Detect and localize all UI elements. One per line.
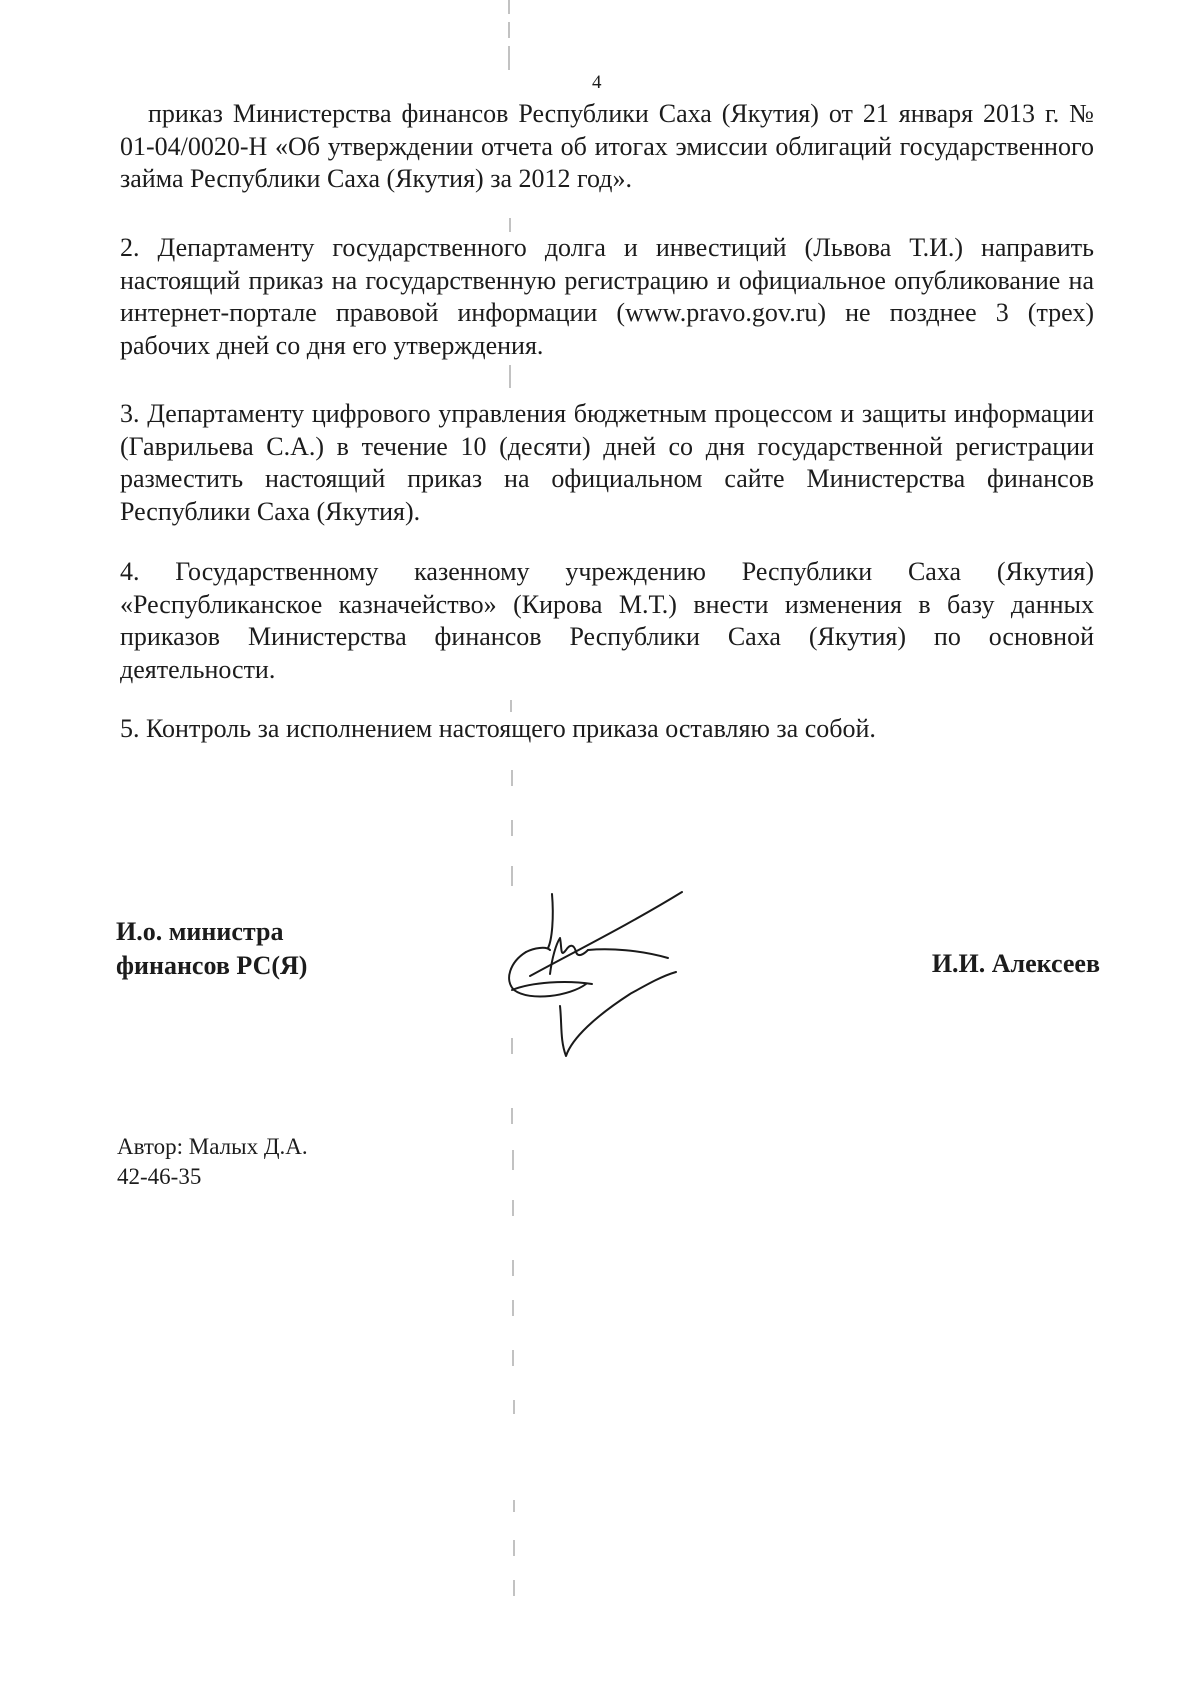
handwritten-signature: [500, 888, 700, 1064]
paragraph-continuation: приказ Министерства финансов Республики Саха (Якутия) от 21 января 2013 г. № 01-04/0020-Н «Об утверждении отчета об итогах эмиссии облигаций государственного займа Республики Саха (Якутия) за 2012 год».: [120, 99, 1094, 193]
signatory-title: [116, 915, 416, 983]
signer-name: И.И. Алексеев: [931, 949, 1100, 978]
page-number: 4: [592, 72, 602, 93]
signatory-title-line1: И.о. министра: [116, 917, 284, 946]
author-block: [117, 1132, 308, 1192]
signatory-title-line2: финансов РС(Я): [116, 951, 308, 980]
paragraph-item-3: 3. Департаменту цифрового управления бюджетным процессом и защиты информации (Гаврильева С.А.) в течение 10 (десяти) дней со дня государственной регистрации разместить настоящий приказ на официальном сайте Министерства финансов Республики Саха (Якутия).: [120, 399, 1094, 526]
paragraph-item-4: 4. Государственному казенному учреждению Республики Саха (Якутия) «Республиканское казначейство» (Кирова М.Т.) внести изменения в базу данных приказов Министерства финансов Республики Саха (Якутия) по основной деятельности.: [120, 557, 1094, 684]
author-phone: 42-46-35: [117, 1164, 202, 1189]
paragraph-item-5: 5. Контроль за исполнением настоящего приказа оставляю за собой.: [120, 714, 876, 743]
author-name: Автор: Малых Д.А.: [117, 1134, 308, 1159]
paragraph-item-2: 2. Департаменту государственного долга и инвестиций (Львова Т.И.) направить настоящий приказ на государственную регистрацию и официальное опубликование на интернет-портале правовой информации (www.pravo.gov.ru) не позднее 3 (трех) рабочих дней со дня его утверждения.: [120, 233, 1094, 360]
